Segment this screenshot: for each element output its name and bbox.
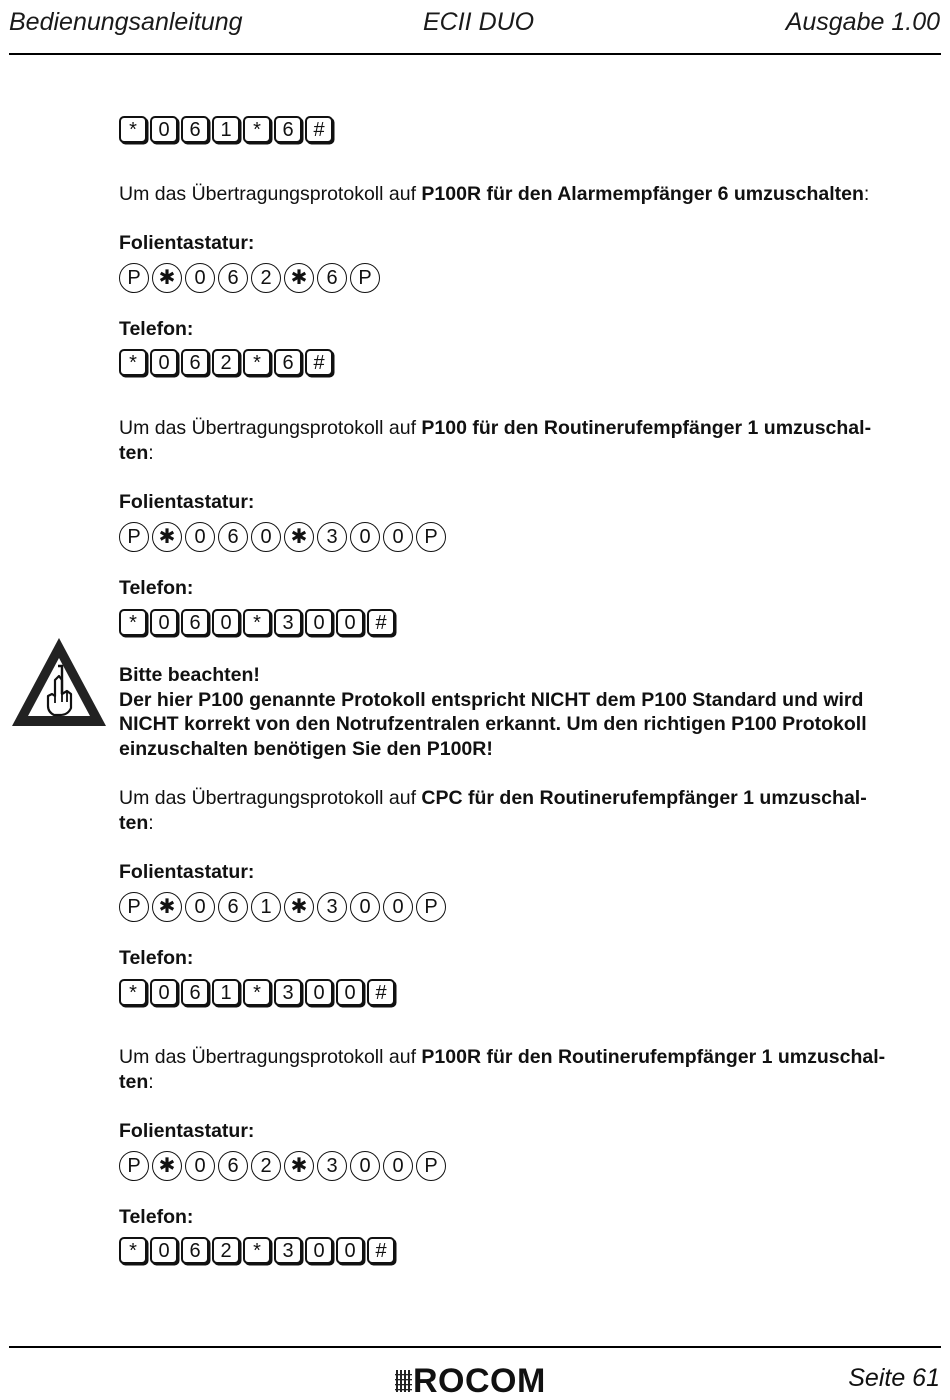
telephone-key: 6 bbox=[181, 116, 209, 143]
note-line: einzuschalten benötigen Sie den P100R! bbox=[119, 737, 493, 760]
intro-colon: : bbox=[148, 1070, 154, 1093]
warning-hand-icon bbox=[10, 636, 108, 728]
keypad-key-circle: ✱ bbox=[284, 522, 314, 552]
telephone-key: 2 bbox=[212, 1237, 240, 1264]
telephone-key: * bbox=[243, 116, 271, 143]
intro-text: Um das Übertragungsprotokoll auf bbox=[119, 183, 422, 205]
keypad-key-circle: 6 bbox=[218, 892, 248, 922]
telephone-key: 6 bbox=[181, 1237, 209, 1264]
keypad-key-circle: 0 bbox=[383, 522, 413, 552]
telephone-key: # bbox=[305, 116, 333, 143]
intro-emphasis: P100 für den Routinerufempfänger 1 umzuschal- bbox=[421, 417, 872, 439]
key-sequence-telefon bbox=[119, 349, 333, 376]
telephone-key: 0 bbox=[305, 609, 333, 636]
folientastatur-label: Folientastatur: bbox=[119, 861, 255, 883]
header-manual-title: Bedienungsanleitung bbox=[9, 8, 243, 36]
page-number: Seite 61 bbox=[848, 1364, 940, 1392]
telephone-key: * bbox=[119, 979, 147, 1006]
keypad-key-circle: 0 bbox=[251, 522, 281, 552]
telephone-key: # bbox=[305, 349, 333, 376]
keypad-key-circle: 0 bbox=[185, 892, 215, 922]
keypad-key-circle: ✱ bbox=[284, 263, 314, 293]
intro-text: Um das Übertragungsprotokoll auf bbox=[119, 1046, 422, 1068]
telephone-key: 0 bbox=[150, 979, 178, 1006]
telephone-key: 6 bbox=[181, 979, 209, 1006]
intro-emphasis-cont: ten bbox=[119, 1070, 149, 1093]
note-line: NICHT korrekt von den Notrufzentralen erkannt. Um den richtigen P100 Protokoll bbox=[119, 713, 867, 735]
telephone-key: 3 bbox=[274, 1237, 302, 1264]
keypad-key-circle: P bbox=[119, 1151, 149, 1181]
telephone-key: 0 bbox=[305, 1237, 333, 1264]
telephone-key: 0 bbox=[305, 979, 333, 1006]
key-sequence-telefon bbox=[119, 609, 395, 636]
telephone-key: 3 bbox=[274, 609, 302, 636]
rocom-logo bbox=[395, 1364, 546, 1398]
intro-text: Um das Übertragungsprotokoll auf bbox=[119, 417, 422, 439]
keypad-key-circle: 0 bbox=[383, 1151, 413, 1181]
telephone-key: 6 bbox=[181, 609, 209, 636]
telephone-key: 0 bbox=[336, 1237, 364, 1264]
intro-emphasis-cont: ten bbox=[119, 441, 149, 464]
telephone-key: 0 bbox=[336, 609, 364, 636]
key-sequence-telefon bbox=[119, 979, 395, 1006]
telefon-label: Telefon: bbox=[119, 577, 194, 599]
keypad-key-circle: 6 bbox=[317, 263, 347, 293]
telephone-key: # bbox=[367, 609, 395, 636]
keypad-key-circle: ✱ bbox=[284, 1151, 314, 1181]
telefon-label: Telefon: bbox=[119, 1206, 194, 1228]
telephone-key: 0 bbox=[212, 609, 240, 636]
telephone-key: * bbox=[119, 609, 147, 636]
key-sequence-folientastatur bbox=[119, 892, 449, 922]
telephone-key: 0 bbox=[150, 116, 178, 143]
telephone-key: * bbox=[243, 979, 271, 1006]
keypad-key-circle: 3 bbox=[317, 522, 347, 552]
keypad-key-circle: ✱ bbox=[152, 522, 182, 552]
folientastatur-label: Folientastatur: bbox=[119, 491, 255, 513]
telephone-key: 2 bbox=[212, 349, 240, 376]
keypad-key-circle: P bbox=[416, 522, 446, 552]
section-intro bbox=[119, 182, 939, 207]
keypad-key-circle: ✱ bbox=[152, 263, 182, 293]
telephone-key: 3 bbox=[274, 979, 302, 1006]
telephone-key: 0 bbox=[150, 1237, 178, 1264]
telephone-key: 1 bbox=[212, 979, 240, 1006]
telephone-key: 1 bbox=[212, 116, 240, 143]
key-sequence-folientastatur bbox=[119, 263, 383, 293]
intro-text: Um das Übertragungsprotokoll auf bbox=[119, 787, 422, 809]
rocom-logo-icon bbox=[395, 1366, 413, 1396]
telephone-key: * bbox=[119, 1237, 147, 1264]
telephone-key: * bbox=[119, 116, 147, 143]
intro-emphasis: P100R für den Routinerufempfänger 1 umzuschal- bbox=[421, 1046, 886, 1068]
telefon-label: Telefon: bbox=[119, 947, 194, 969]
keypad-key-circle: P bbox=[119, 263, 149, 293]
logo-wordmark: ROCOM bbox=[413, 1362, 546, 1400]
section-intro bbox=[119, 1045, 939, 1094]
telephone-key: * bbox=[243, 349, 271, 376]
keypad-key-circle: 1 bbox=[251, 892, 281, 922]
keypad-key-circle: 3 bbox=[317, 892, 347, 922]
keypad-key-circle: ✱ bbox=[284, 892, 314, 922]
keypad-key-circle: 2 bbox=[251, 1151, 281, 1181]
keypad-key-circle: P bbox=[350, 263, 380, 293]
keypad-key-circle: ✱ bbox=[152, 892, 182, 922]
telephone-key: 6 bbox=[274, 116, 302, 143]
keypad-key-circle: P bbox=[416, 892, 446, 922]
note-heading: Bitte beachten! bbox=[119, 664, 260, 686]
keypad-key-circle: 0 bbox=[185, 522, 215, 552]
section-intro bbox=[119, 786, 939, 835]
keypad-key-circle: 0 bbox=[350, 892, 380, 922]
keypad-key-circle: P bbox=[119, 522, 149, 552]
telephone-key: 0 bbox=[150, 349, 178, 376]
telephone-key: * bbox=[243, 609, 271, 636]
folientastatur-label: Folientastatur: bbox=[119, 232, 255, 254]
intro-emphasis: P100R für den Alarmempfänger 6 umzuschalten bbox=[421, 183, 864, 205]
intro-colon: : bbox=[148, 811, 154, 834]
telephone-key: 0 bbox=[336, 979, 364, 1006]
telephone-key: # bbox=[367, 979, 395, 1006]
keypad-key-circle: P bbox=[119, 892, 149, 922]
telefon-label: Telefon: bbox=[119, 318, 194, 340]
warning-note bbox=[119, 663, 939, 761]
keypad-key-circle: 6 bbox=[218, 263, 248, 293]
intro-emphasis: CPC für den Routinerufempfänger 1 umzuschal- bbox=[421, 787, 867, 809]
intro-emphasis-cont: ten bbox=[119, 811, 149, 834]
section-intro bbox=[119, 416, 939, 465]
keypad-key-circle: ✱ bbox=[152, 1151, 182, 1181]
header-divider bbox=[9, 53, 941, 55]
telephone-key: * bbox=[119, 349, 147, 376]
telephone-key: # bbox=[367, 1237, 395, 1264]
note-line: Der hier P100 genannte Protokoll entspricht NICHT dem P100 Standard und wird bbox=[119, 688, 864, 711]
telephone-key: * bbox=[243, 1237, 271, 1264]
keypad-key-circle: 0 bbox=[185, 263, 215, 293]
footer-divider bbox=[9, 1346, 941, 1348]
keypad-key-circle: 2 bbox=[251, 263, 281, 293]
keypad-key-circle: 0 bbox=[350, 522, 380, 552]
intro-colon: : bbox=[863, 183, 870, 205]
header-edition: Ausgabe 1.00 bbox=[785, 8, 940, 36]
intro-colon: : bbox=[148, 441, 154, 464]
keypad-key-circle: 0 bbox=[185, 1151, 215, 1181]
keypad-key-circle: 0 bbox=[383, 892, 413, 922]
keypad-key-circle: 6 bbox=[218, 1151, 248, 1181]
keypad-key-circle: 6 bbox=[218, 522, 248, 552]
key-sequence-telefon bbox=[119, 1237, 395, 1264]
telephone-key: 6 bbox=[181, 349, 209, 376]
keypad-key-circle: 0 bbox=[350, 1151, 380, 1181]
folientastatur-label: Folientastatur: bbox=[119, 1120, 255, 1142]
key-sequence-folientastatur bbox=[119, 1151, 449, 1181]
telephone-key: 6 bbox=[274, 349, 302, 376]
key-sequence-folientastatur bbox=[119, 522, 449, 552]
telephone-key: 0 bbox=[150, 609, 178, 636]
header-product-name: ECII DUO bbox=[423, 8, 535, 36]
key-sequence-telefon bbox=[119, 116, 333, 143]
keypad-key-circle: 3 bbox=[317, 1151, 347, 1181]
keypad-key-circle: P bbox=[416, 1151, 446, 1181]
